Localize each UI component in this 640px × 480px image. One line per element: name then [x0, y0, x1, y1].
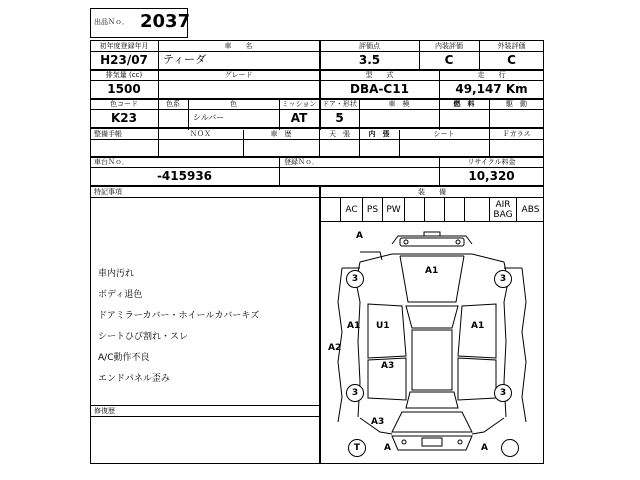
- equipment-abs: ABS: [521, 205, 540, 215]
- car-history-label: 車 歴: [270, 130, 292, 138]
- recycle-fee-label: リサイクル料金: [467, 158, 516, 166]
- door: 5: [335, 111, 344, 125]
- inspection-label: 車 検: [388, 100, 410, 108]
- color-label: 色: [230, 100, 237, 108]
- color-code-label: 色コード: [110, 100, 138, 108]
- lot-number-label: 出品Ｎｏ．: [94, 18, 129, 26]
- mileage-label: 走 行: [477, 71, 506, 79]
- door-label: ドア・形状: [322, 100, 357, 108]
- tire-code: T: [348, 439, 366, 457]
- fuel-label: 燃 料: [453, 100, 475, 108]
- model-label: 型 式: [365, 71, 394, 79]
- damage-left-side: A2: [328, 343, 342, 353]
- wheel-right-rear: 3: [494, 384, 512, 402]
- bottom-right-circle: [501, 439, 519, 457]
- damage-front: A: [356, 231, 363, 241]
- interior-lining-label: 内 張: [368, 130, 390, 138]
- reg-date: H23/07: [100, 53, 148, 67]
- note-line: ボディ退色: [98, 289, 143, 300]
- mission: AT: [290, 111, 308, 125]
- color: シルバー: [193, 113, 225, 122]
- chassis-no-label: 車台Ｎｏ．: [94, 158, 129, 166]
- lot-number: 2037: [140, 11, 191, 32]
- car-name: ティーダ: [163, 53, 207, 66]
- recycle-fee: 10,320: [468, 169, 515, 183]
- repair-history-label: 修復歴: [94, 407, 115, 415]
- equipment-pw: PW: [386, 205, 401, 215]
- mission-label: ミッション: [281, 100, 317, 108]
- damage-trunk: A3: [371, 417, 385, 427]
- chassis-no: -415936: [156, 169, 213, 183]
- interior-score: C: [444, 53, 454, 67]
- nox-label: ＮＯＸ: [190, 130, 211, 138]
- model-code: DBA-C11: [350, 82, 409, 96]
- note-line: 車内汚れ: [98, 268, 135, 279]
- equipment-ac: AC: [345, 205, 358, 215]
- damage-right-door: A1: [471, 321, 485, 331]
- car-damage-diagram: [320, 222, 544, 464]
- grade-label: グレード: [224, 71, 253, 79]
- damage-center: U1: [376, 321, 390, 331]
- wheel-right-front: 3: [494, 270, 512, 288]
- damage-hood: A1: [425, 266, 439, 276]
- damage-rear-area: A3: [381, 361, 395, 371]
- score: 3.5: [358, 53, 381, 67]
- ceiling-label: 天 張: [329, 130, 350, 138]
- front-glass-label: Ｆガラス: [502, 130, 531, 138]
- special-notes: [98, 258, 259, 395]
- drive-label: 駆 動: [506, 100, 527, 108]
- note-line: エンドパネル歪み: [98, 373, 170, 384]
- wheel-left-rear: 3: [346, 384, 364, 402]
- exterior-score-label: 外装評価: [497, 42, 526, 50]
- color-code: K23: [111, 111, 137, 125]
- car-name-label: 車 名: [224, 42, 253, 50]
- reg-date-label: 初年度登録年月: [99, 42, 149, 50]
- registration-no-label: 登録Ｎｏ．: [284, 158, 319, 166]
- wheel-left-front: 3: [346, 270, 364, 288]
- displacement: 1500: [107, 82, 141, 96]
- equipment-airbag: AIR BAG: [493, 200, 513, 220]
- mileage: 49,147 Km: [455, 82, 528, 96]
- exterior-score: C: [507, 53, 516, 67]
- interior-score-label: 内装評価: [435, 42, 463, 50]
- damage-bottom-left: A: [384, 443, 391, 453]
- note-line: ドアミラーカバー・ホイールカバーキズ: [98, 310, 260, 321]
- equipment-ps: PS: [366, 205, 379, 215]
- seat-label: シート: [433, 130, 455, 138]
- score-label: 評価点: [359, 42, 380, 50]
- displacement-label: 排気量 (cc): [105, 71, 143, 79]
- special-notes-label: 特記事項: [94, 188, 122, 196]
- maintenance-book-label: 整備手帳: [94, 130, 122, 138]
- note-line: シートひび割れ・スレ: [98, 331, 189, 342]
- equipment-label: 装 備: [418, 188, 446, 196]
- damage-left-door: A1: [347, 321, 361, 331]
- damage-bottom-right: A: [481, 443, 488, 453]
- note-line: A/C動作不良: [98, 352, 150, 363]
- color-system-label: 色系: [166, 100, 180, 108]
